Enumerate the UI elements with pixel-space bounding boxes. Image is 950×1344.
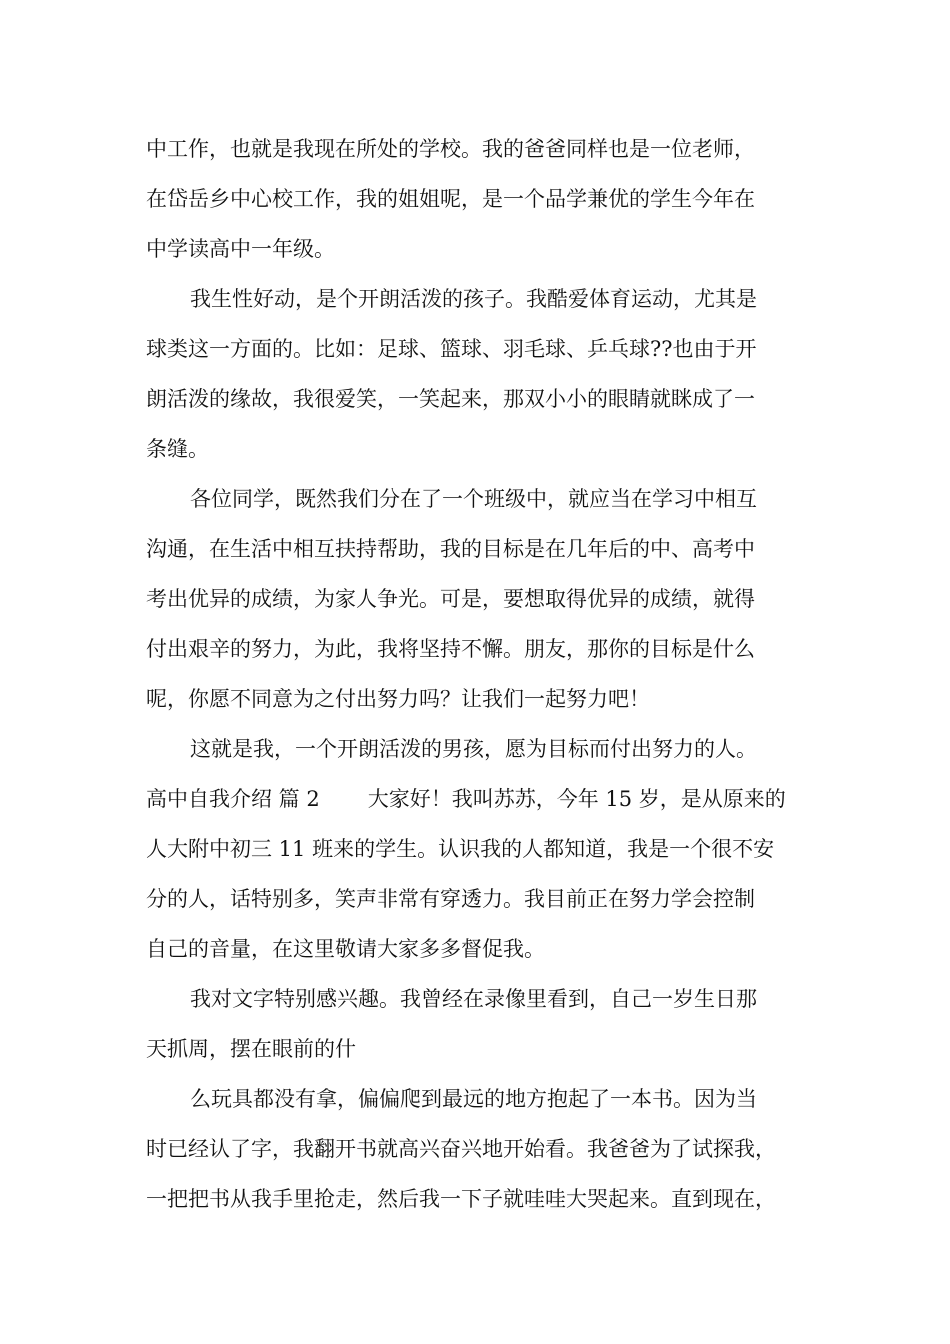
- text-line: 在岱岳乡中心校工作，我的姐姐呢，是一个品学兼优的学生今年在: [146, 187, 755, 211]
- text-line: 中学读高中一年级。: [146, 237, 335, 261]
- paragraph-start-line: 这就是我，一个开朗活泼的男孩，愿为目标而付出努力的人。: [190, 737, 757, 761]
- paragraph-start-line: 我生性好动，是个开朗活泼的孩子。我酷爱体育运动，尤其是: [190, 287, 757, 311]
- text-line: 条缝。: [146, 437, 209, 461]
- text-line: 分的人，话特别多，笑声非常有穿透力。我目前正在努力学会控制: [146, 887, 755, 911]
- paragraph-start-line: 么玩具都没有拿，偏偏爬到最远的地方抱起了一本书。因为当: [190, 1087, 757, 1111]
- document-body: [146, 124, 826, 1224]
- heading-continuation: 大家好！我叫苏苏，今年 15 岁，是从原来的: [367, 787, 786, 811]
- text-line: 球类这一方面的。比如：足球、篮球、羽毛球、乒乓球??也由于开: [146, 337, 757, 361]
- text-line: 朗活泼的缘故，我很爱笑，一笑起来，那双小小的眼睛就眯成了一: [146, 387, 755, 411]
- section-heading: 高中自我介绍 篇 2: [146, 787, 320, 811]
- paragraph-start-line: 各位同学，既然我们分在了一个班级中，就应当在学习中相互: [190, 487, 757, 511]
- text-line: 付出艰辛的努力，为此，我将坚持不懈。朋友，那你的目标是什么: [146, 637, 755, 661]
- text-line: 沟通，在生活中相互扶持帮助，我的目标是在几年后的中、高考中: [146, 537, 755, 561]
- section-heading-line: [146, 774, 826, 824]
- text-line: 时已经认了字，我翻开书就高兴奋兴地开始看。我爸爸为了试探我，: [146, 1137, 776, 1161]
- text-line: 中工作，也就是我现在所处的学校。我的爸爸同样也是一位老师，: [146, 137, 755, 161]
- text-line: 考出优异的成绩，为家人争光。可是，要想取得优异的成绩，就得: [146, 587, 755, 611]
- text-line: 天抓周，摆在眼前的什: [146, 1037, 356, 1061]
- paragraph-start-line: 我对文字特别感兴趣。我曾经在录像里看到，自己一岁生日那: [190, 987, 757, 1011]
- text-line: 呢，你愿不同意为之付出努力吗？让我们一起努力吧！: [146, 687, 650, 711]
- text-line: 自己的音量，在这里敬请大家多多督促我。: [146, 937, 545, 961]
- text-line: 人大附中初三 11 班来的学生。认识我的人都知道，我是一个很不安: [146, 837, 775, 861]
- text-line: 一把把书从我手里抢走，然后我一下子就哇哇大哭起来。直到现在，: [146, 1187, 776, 1211]
